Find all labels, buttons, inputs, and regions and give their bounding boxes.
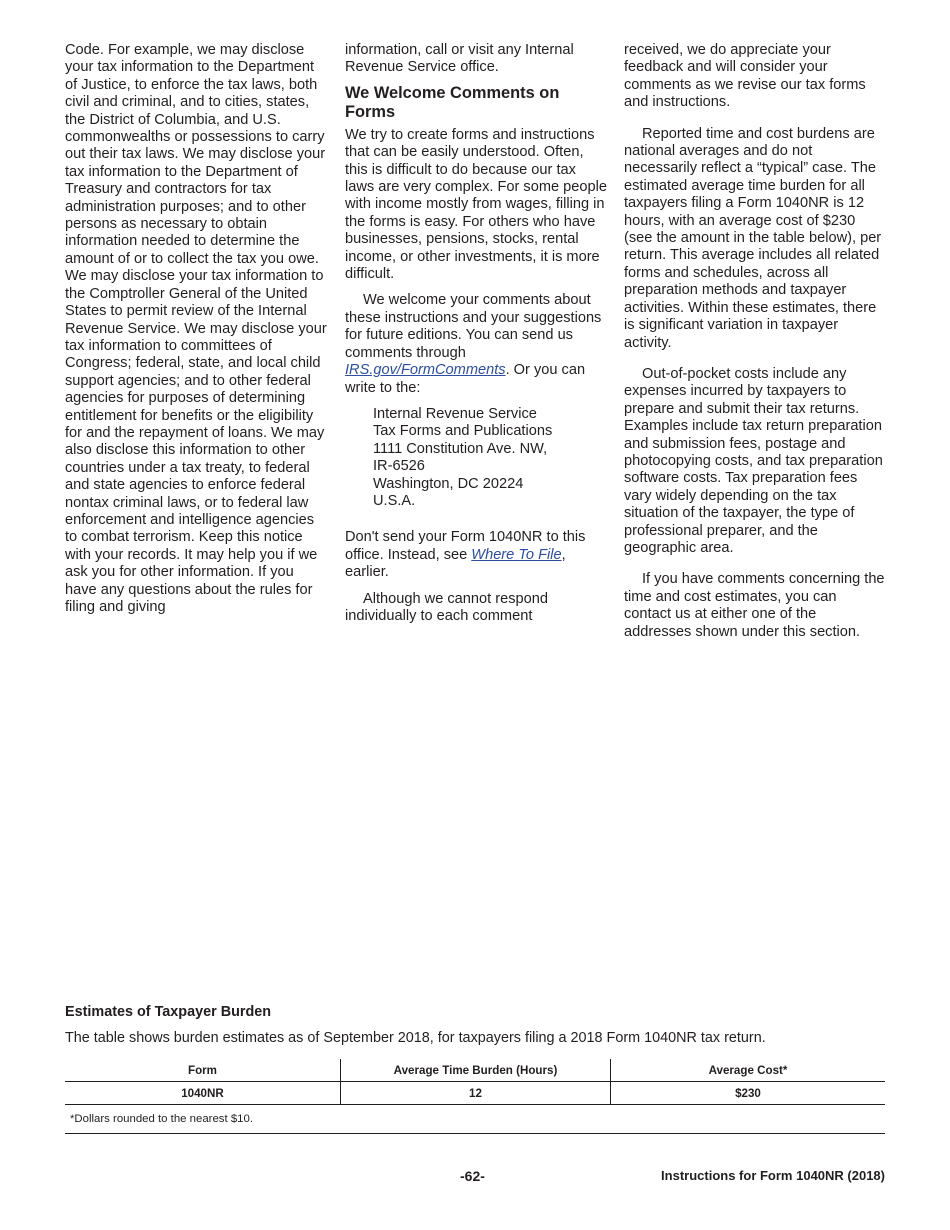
intro-paragraph: information, call or visit any Internal Revenue Service office. [345, 42, 574, 76]
cell-time: 12 [341, 1082, 611, 1105]
privacy-paragraph: Code. For example, we may disclose your tax information to the Department of Justice, to enforce the tax laws, both civil and criminal, and to cities, states, the District of Columbia, and U.S. commonwealths or possessions to carry out their tax laws. We may disclose your tax information to the Department of Treasury and contractors for tax administration purposes; and to other persons as necessary to obtain information needed to determine the amount of or to collect the tax you owe. We may disclose your tax information to the Comptroller General of the United States to permit review of the Internal Revenue Service. We may disclose your tax information to committees of Congress; federal, state, and local child support agencies; and to other federal agencies for purposes of determining entitlement for benefits or the eligibility for and the repayment of loans. We may also disclose this information to other countries under a tax treaty, to federal and state agencies to enforce federal nontax criminal laws, or to federal law enforcement and intelligence agencies to combat terrorism. Keep this notice with your records. It may help you if we ask you for other information. If you have any questions about the rules for filing and giving [65, 42, 327, 615]
burden-title: Estimates of Taxpayer Burden [65, 1004, 272, 1020]
header-form: Form [65, 1059, 341, 1082]
dont-send-text-end: , earlier. [345, 546, 566, 581]
address-line: IR-6526 [373, 458, 425, 475]
address-line: Washington, DC 20224 [373, 475, 524, 492]
table-row [65, 1082, 885, 1105]
column-2 [345, 42, 607, 625]
cell-cost: $230 [611, 1082, 886, 1105]
respond-paragraph: Although we cannot respond individually to each comment [345, 590, 548, 624]
comments-heading: We Welcome Comments on Forms [345, 83, 560, 122]
address-line: Internal Revenue Service [373, 405, 537, 422]
costs-paragraph: Out-of-pocket costs include any expenses incurred by taxpayers to prepare and submit their tax returns. Examples include tax return preparation and submission fees, postage and photocopying costs, and tax preparation software costs. Tax preparation fees vary widely depending on the tax situation of the taxpayer, the type of professional preparer, and the geographic area. [624, 365, 883, 556]
page-number: -62- [460, 1168, 485, 1184]
feedback-paragraph: received, we do appreciate your feedback and will consider your comments as we revise our tax forms and instructions. [624, 42, 866, 111]
burden-paragraph: Reported time and cost burdens are national averages and do not necessarily reflect a “typical” case. The estimated average time burden for all taxpayers filing a Form 1040NR is 12 hours, with an average cost of $230 (see the amount in the table below), per return. This average includes all related forms and schedules, across all preparation methods and taxpayer activities. Within these estimates, there is significant variation in taxpayer activity. [624, 125, 882, 351]
where-to-file-link[interactable]: Where To File [471, 546, 562, 563]
table-note: *Dollars rounded to the nearest $10. [65, 1105, 885, 1134]
welcome-paragraph [345, 292, 607, 396]
column-1 [65, 42, 327, 616]
footer-title: Instructions for Form 1040NR (2018) [661, 1168, 885, 1183]
address-line: 1111 Constitution Ave. NW, [373, 440, 548, 457]
welcome-text: We welcome your comments about these instructions and your suggestions for future editions. You can send us comments through [345, 292, 602, 361]
address-line: U.S.A. [373, 492, 416, 509]
contact-paragraph: If you have comments concerning the time and cost estimates, you can contact us at either one of the addresses shown under this section. [624, 571, 885, 640]
forms-paragraph: We try to create forms and instructions that can be easily understood. Often, this is difficult to do because our tax laws are very complex. For some people with income mostly from wages, filling in the forms is easy. For others who have businesses, pensions, stocks, rental income, or other investments, it is more difficult. [345, 126, 607, 283]
welcome-text-end: . Or you can write to the: [345, 362, 586, 396]
table-note-row [65, 1105, 885, 1134]
dont-send-text: Don't send your Form 1040NR to this office. Instead, see [345, 529, 586, 563]
header-cost: Average Cost* [611, 1059, 886, 1082]
table-header-row [65, 1059, 885, 1082]
mailing-address [373, 406, 607, 510]
form-comments-link[interactable]: IRS.gov/FormComments [345, 362, 506, 379]
dont-send-paragraph [345, 529, 607, 581]
burden-table [65, 1059, 885, 1134]
burden-section [65, 1004, 885, 1134]
column-3 [624, 42, 886, 641]
address-line: Tax Forms and Publications [373, 423, 553, 440]
cell-form: 1040NR [65, 1082, 341, 1105]
burden-description: The table shows burden estimates as of September 2018, for taxpayers filing a 2018 Form 1040NR tax return. [65, 1030, 766, 1046]
header-time: Average Time Burden (Hours) [341, 1059, 611, 1082]
